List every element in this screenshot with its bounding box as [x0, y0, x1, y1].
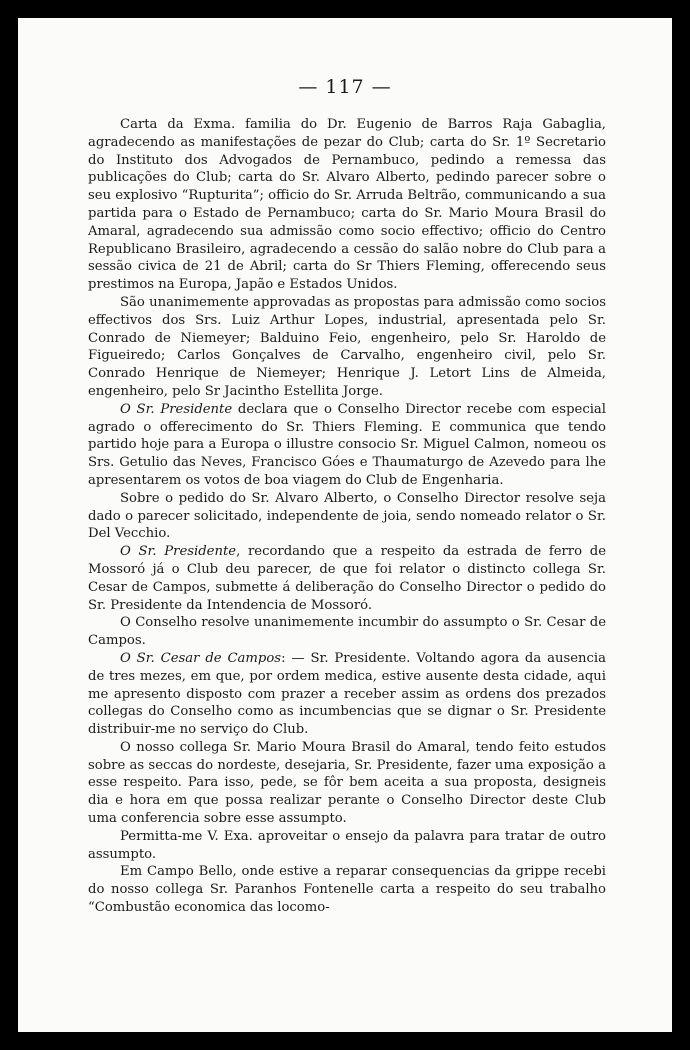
paragraph-alvaro-alberto: Sobre o pedido do Sr. Alvaro Alberto, o Conselho Director resolve seja dado o parecer solicitado, independente de joia, sendo nomeado relator o Sr. Del Vecchio. — [88, 490, 606, 542]
paragraph-cesar-de-campos — [88, 650, 606, 739]
scan-border-bottom — [0, 1032, 690, 1050]
document-page — [18, 18, 672, 1032]
paragraph-president-fleming — [88, 401, 606, 490]
speaker-label: O Sr. Presidente — [120, 544, 237, 560]
page-number: — 117 — — [298, 76, 392, 98]
paragraph-text: , recordando que a respeito da estrada de ferro de Mossoró já o Club deu parecer, de que foi relator o distincto collega Sr. Cesar de Campos, submette á deliberação do Conselho Director o pedido do Sr. Presidente da Intendencia de Mossoró. — [88, 544, 606, 613]
paragraph-text: : — Sr. Presidente. Voltando agora da ausencia de tres mezes, em que, por ordem medica, estive ausente desta cidade, aqui me apresento disposto com prazer a receber assim as ordens dos prezados collegas do Conselho como as incumbencias que se dignar o Sr. Presidente distribuir-me no serviço do Club. — [88, 650, 606, 738]
paragraph-council-resolution: O Conselho resolve unanimemente incumbir do assumpto o Sr. Cesar de Campos. — [88, 615, 606, 649]
body-text — [88, 116, 606, 917]
paragraph-president-mossoro — [88, 543, 606, 614]
scan-border-top — [0, 0, 690, 18]
scan-border-right — [672, 0, 690, 1050]
paragraph-seccas-nordeste: O nosso collega Sr. Mario Moura Brasil do Amaral, tendo feito estudos sobre as seccas do nordeste, desejaria, Sr. Presidente, fazer uma exposição a esse respeito. Para isso, pede, se fôr bem aceita a sua proposta, designeis dia e hora em que possa realizar perante o Conselho Director deste Club uma conferencia sobre esse assumpto. — [88, 739, 606, 827]
speaker-label: O Sr. Presidente — [120, 401, 233, 417]
paragraph-campo-bello: Em Campo Bello, onde estive a reparar consequencias da grippe recebi do nosso collega Sr. Paranhos Fontenelle carta a respeito do seu trabalho “Combustão economica das locomo- — [88, 864, 606, 916]
scan-border-left — [0, 0, 18, 1050]
paragraph-correspondence: Carta da Exma. familia do Dr. Eugenio de Barros Raja Gabaglia, agradecendo as manifestações de pezar do Club; carta do Sr. 1º Secretario do Instituto dos Advogados de Pernambuco, pedindo a remessa das publicações do Club; carta do Sr. Alvaro Alberto, pedindo parecer sobre o seu explosivo “Rupturita”; officio do Sr. Arruda Beltrão, communicando a sua partida para o Estado de Pernambuco; carta do Sr. Mario Moura Brasil do Amaral, agradecendo sua admissão como socio effectivo; officio do Centro Republicano Brasileiro, agradecendo a cessão do salão nobre do Club para a sessão civica de 21 de Abril; carta do Sr Thiers Fleming, offerecendo seus prestimos na Europa, Japão e Estados Unidos. — [88, 117, 606, 293]
paragraph-text: declara que o Conselho Director recebe com especial agrado o offerecimento do Sr. Thiers Fleming. E communica que tendo partido hoje para a Europa o illustre consocio Sr. Miguel Calmon, nomeou os Srs. Getulio das Neves, Francisco Góes e Thaumaturgo de Azevedo para lhe apresentarem os votos de boa viagem do Club de Engenharia. — [88, 401, 607, 488]
paragraph-outro-assumpto: Permitta-me V. Exa. aproveitar o ensejo da palavra para tratar de outro assumpto. — [88, 828, 606, 862]
speaker-label: O Sr. Cesar de Campos — [120, 650, 282, 666]
paragraph-admissions: São unanimemente approvadas as propostas para admissão como socios effectivos dos Srs. Luiz Arthur Lopes, industrial, apresentada pelo Sr. Conrado de Niemeyer; Balduino Feio, engenheiro, pelo Sr. Haroldo de Figueiredo; Carlos Gonçalves de Carvalho, engenheiro civil, pelo Sr. Conrado Henrique de Niemeyer; Henrique J. Letort Lins de Almeida, engenheiro, pelo Sr Jacintho Estellita Jorge. — [88, 294, 606, 399]
